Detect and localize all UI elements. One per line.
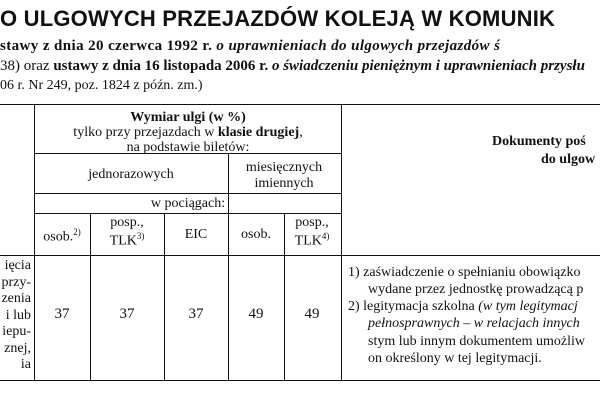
legal-basis-line-3: 06 r. Nr 249, poz. 1824 z późn. zm.) [0,78,203,93]
doc-item-1: 1) zaświadczenie o spełnianiu obowiązko [348,265,581,280]
legal-basis-line-1 [0,38,500,55]
value-posp-tlk: 37 [119,306,135,322]
footnote-ref: 4) [321,231,330,241]
left-line: przy- [1,274,31,290]
col-label-tlk: TLK [109,233,137,249]
value-osob: 37 [54,306,70,322]
col-header-eic: EIC [184,227,208,242]
discount-heading: Wymiar ulgi (w %) [130,110,246,125]
footnote-ref: 2) [73,227,81,237]
doc-item-2-note: (w tym legitymacj [478,299,578,314]
doc-item-2-text: 2) legitymacja szkolna [348,299,475,314]
doc-item-2-cont-3: on określony w tej legitymacji. [368,351,542,366]
value-posp-tlk-monthly: 49 [304,306,320,322]
col-label: posp., [110,215,144,230]
col-header-posp-tlk [110,215,145,250]
documents-header: Dokumenty poś [492,134,586,149]
monthly-tickets-header: miesięcznych [245,160,323,175]
ref-prefix: 38) oraz [0,58,50,74]
legal-basis-line-2 [0,58,585,75]
col-header-osob-monthly: osob. [241,227,271,242]
value-osob-monthly: 49 [248,306,264,322]
col-header-osob [43,227,80,246]
col-label-tlk: TLK [294,233,322,249]
footnote-ref: 3) [136,231,145,241]
discount-heading-text: tylko przy przejazdach w [73,125,215,140]
left-line: ia [20,357,31,372]
left-line: znej, [4,340,31,356]
monthly-tickets-header-2: imiennych [254,176,314,191]
doc-item-1-cont: wydane przez jednostkę prowadzącą p [368,282,584,297]
col-label: osob. [43,229,74,245]
act-1992: stawy z dnia 20 czerwca 1992 r. [0,38,213,54]
class-two: klasie drugiej [217,125,300,140]
col-label: posp., [295,215,329,230]
left-line: ięcia [4,258,31,273]
col-label-2 [295,231,330,250]
comma: , [299,125,303,140]
in-trains-header: w pociągach: [150,196,226,211]
value-eic: 37 [188,306,204,322]
act-1992-title: o uprawnieniach do ulgowych przejazdów ś [216,38,501,54]
document-title: O ULGOWYCH PRZEJAZDÓW KOLEJĄ W KOMUNIK [0,6,556,31]
doc-item-2-cont-2: stym lub innym dokumentem umożliw [368,334,585,349]
act-2006: ustawy z dnia 16 listopada 2006 r. [53,58,269,74]
single-tickets-header: jednorazowych [88,167,174,182]
doc-item-2-cont: pełnosprawnych – w relacjach innych [368,316,580,331]
discount-heading-line-3: na podstawie biletów: [126,140,250,155]
col-header-posp-tlk-monthly [295,215,330,250]
discount-heading-line-2 [73,125,302,141]
documents-header-2: do ulgow [541,152,596,167]
left-category-text [0,258,31,374]
col-label-2 [110,231,145,250]
left-line: i lub [5,307,31,323]
left-line: zenia [1,291,31,306]
doc-item-2 [348,299,578,315]
act-2006-title: o świadczeniu pieniężnym i uprawnieniach przysłu [271,58,585,74]
left-line: iepu- [2,324,31,339]
